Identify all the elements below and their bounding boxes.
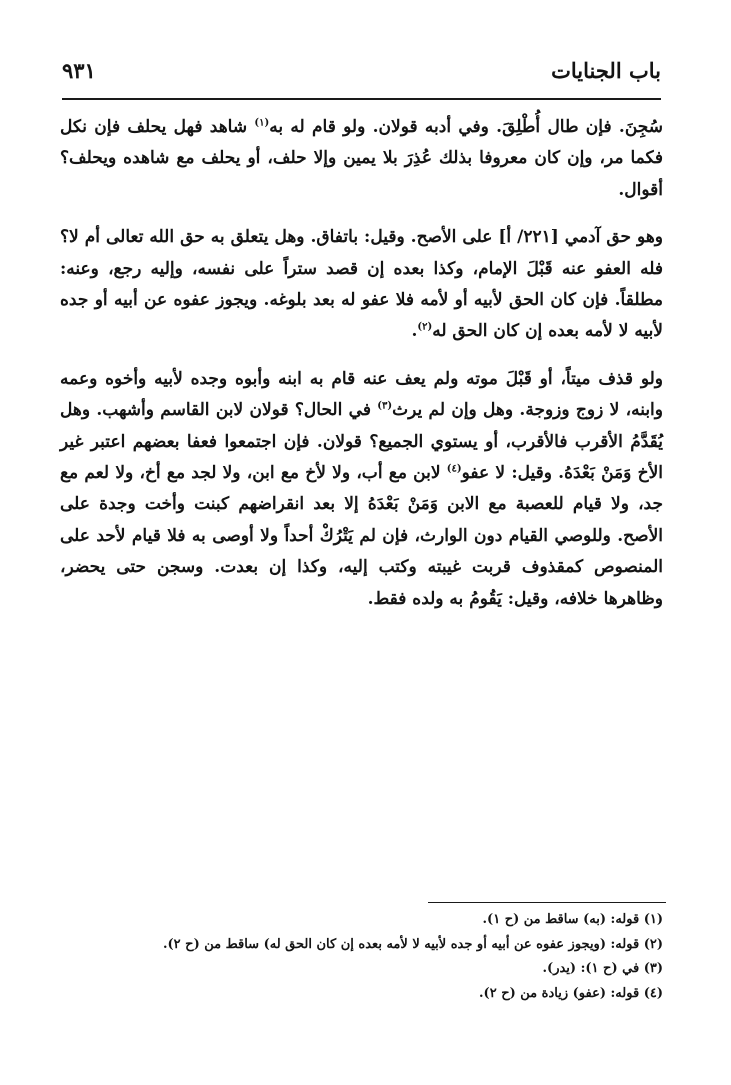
paragraph-text: في الحال؟ قولان لابن القاسم وأشهب. وهل يُقَدَّمُ الأقرب فالأقرب، أو يستوي الجميع؟ قولان. فإن اجتمعوا فعفا بعضهم اعتبر غير الأخ وَمَنْ بَعْدَهُ. وقيل: لا عفو (60, 400, 663, 484)
paragraph-3 (60, 364, 663, 615)
paragraph-text: لابن مع أب، ولا لأخ مع ابن، ولا لجد مع أخ، ولا لعم مع جد، ولا قيام للعصبة مع الابن وَمَنْ بَعْدَهُ إلا بعد انقراضهم كبنت وأخت وجدة على الأصح. وللوصي القيام دون الوارث، فإن لم يَتْرُكْ أحداً ولا أوصى به فلا قيام لأحد على المنصوص كمقذوف قربت غيبته وكتب إليه، وكذا إن بعدت. وسجن حتى يحضر، وظاهرها خلافه، وقيل: يَقُومُ به ولده فقط. (60, 463, 663, 609)
page-header (62, 54, 661, 100)
footnote-marker-2: (٢) (417, 321, 433, 333)
paragraph-text: سُجِنَ. فإن طال أُطْلِقَ. وفي أدبه قولان. ولو قام له به (269, 117, 663, 137)
running-title: باب الجنايات (551, 58, 661, 83)
footnote-separator (428, 902, 666, 903)
footnotes (60, 908, 663, 1006)
paragraph-2 (60, 222, 663, 348)
paragraph-text: ولو قذف ميتاً، أو قَبْلَ موته ولم يعف عنه قام به ابنه وأبوه وجده لأبيه وأخوه وعمه وابنه، لا زوج وزوجة. وهل وإن لم يرث (60, 368, 663, 421)
paragraph-1 (60, 112, 663, 206)
body-text (60, 112, 663, 615)
footnote-marker-4: (٤) (446, 463, 462, 475)
footnote-marker-3: (٣) (377, 400, 393, 412)
paragraph-text: وهو حق آدمي [٢٢١/ أ] على الأصح. وقيل: باتفاق. وهل يتعلق به حق الله تعالى أم لا؟ فله العفو عنه قَبْلَ الإمام، وكذا بعده إن قصد ستراً على نفسه، وإليه رجع، وعنه: مطلقاً. فإن كان الحق لأبيه أو لأمه فلا عفو له بعد بلوغه. ويجوز عفوه عن أبيه أو جده لأبيه لا لأمه بعده إن كان الحق له (60, 227, 663, 342)
footnote-1: (١) قوله: (به) ساقط من (ح ١). (482, 912, 663, 927)
footnote-4: (٤) قوله: (عفو) زيادة من (ح ٢). (479, 985, 663, 1001)
paragraph-text: شاهد فهل يحلف فإن نكل فكما مر، وإن كان معروفا بذلك عُذِرَ بلا يمين وإلا حلف، أو يحلف مع شاهده ويحلف؟ أقوال. (60, 117, 663, 200)
footnote-3: (٣) في (ح ١): (يدر). (542, 961, 663, 976)
page-number: ٩٣١ (62, 58, 96, 83)
footnote-marker-1: (١) (254, 117, 270, 129)
footnote-2: (٢) قوله: (ويجوز عفوه عن أبيه أو جده لأبيه لا لأمه بعده إن كان الحق له) ساقط من (ح ٢). (162, 936, 663, 952)
paragraph-text: . (411, 321, 418, 342)
